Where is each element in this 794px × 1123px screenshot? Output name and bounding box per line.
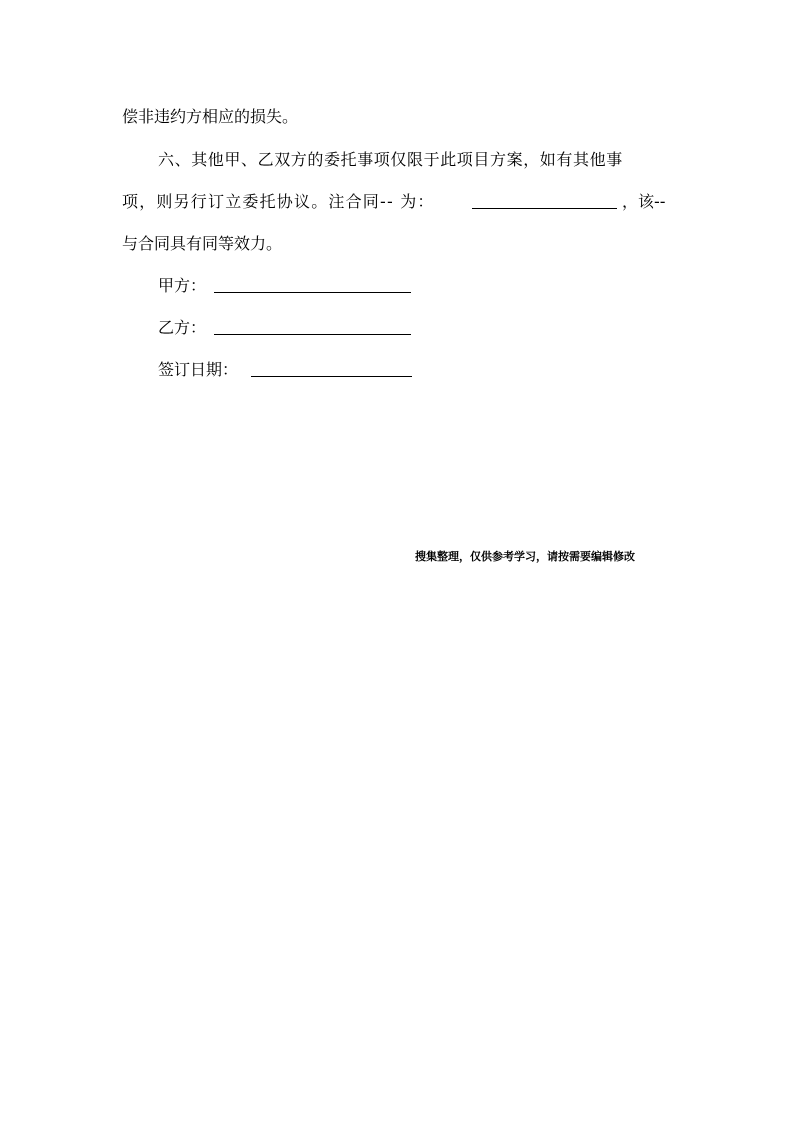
party-a-signature-line — [214, 292, 411, 293]
clause-6-line-2 — [122, 192, 435, 212]
footer-note: 搜集整理，仅供参考学习，请按需要编辑修改 — [415, 550, 635, 563]
party-b-signature-line — [214, 334, 411, 335]
party-b-label: 乙方： — [158, 318, 207, 337]
clause-6-line-3: 与合同具有同等效力。 — [122, 234, 283, 253]
party-a-label: 甲方： — [158, 276, 207, 295]
signing-date-line — [251, 376, 412, 377]
clause-6-line-1: 六、其他甲、乙双方的委托事项仅限于此项目方案，如有其他事 — [158, 150, 623, 169]
signing-date-label: 签订日期： — [158, 360, 239, 379]
paragraph-5-end: 偿非违约方相应的损失。 — [122, 107, 299, 126]
clause-6-line-2-tail: ，该-- — [622, 192, 666, 211]
clause-6-line-2-text: 项，则另行订立委托协议。注合同-- 为： — [122, 192, 435, 211]
contract-name-blank — [472, 208, 617, 209]
